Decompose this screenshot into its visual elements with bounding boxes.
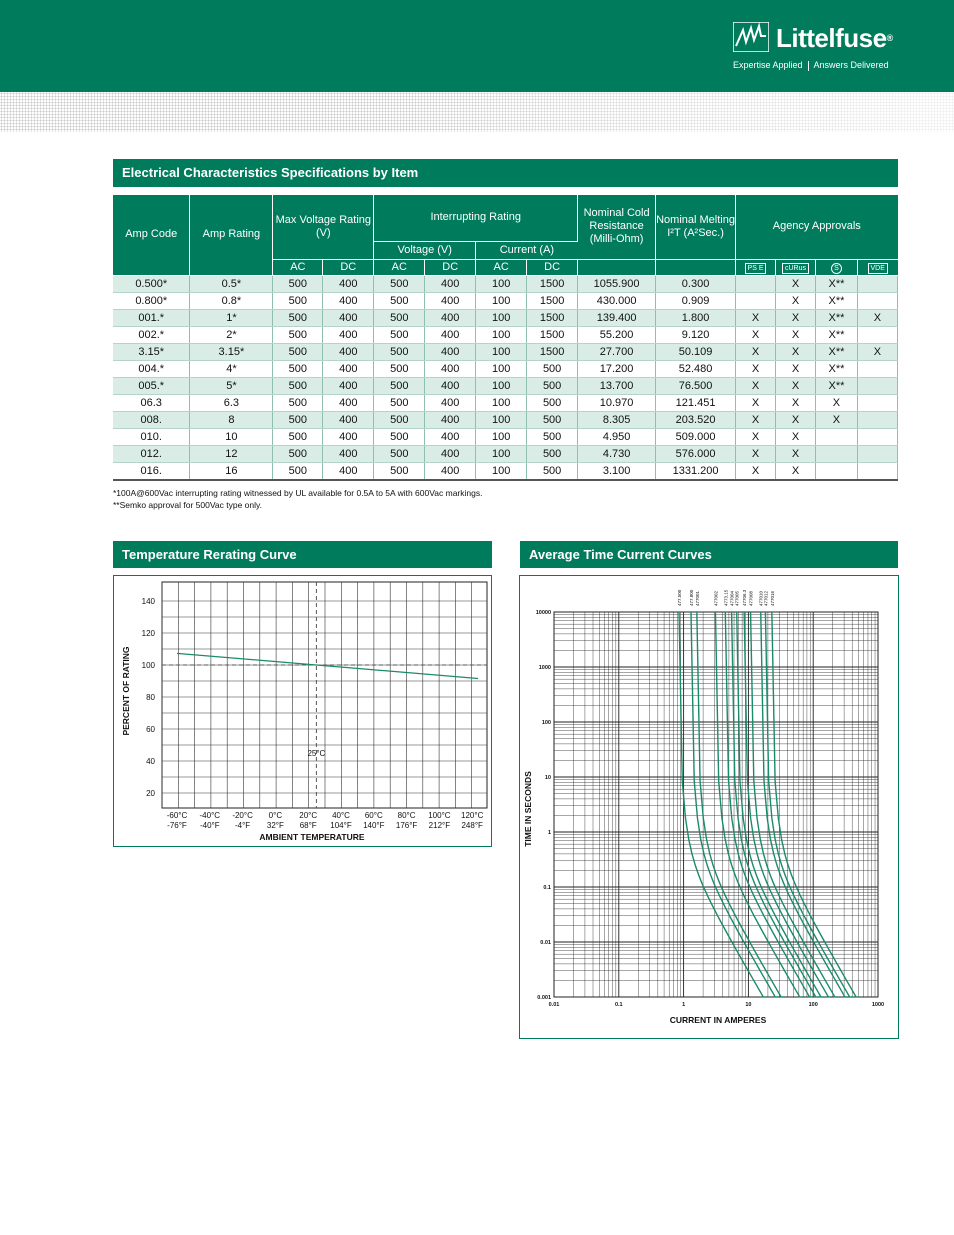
- table-cell: 0.800*: [113, 292, 190, 309]
- table-cell: 500: [527, 377, 578, 394]
- y-tick-label: 140: [141, 597, 155, 606]
- table-cell: 400: [425, 411, 476, 428]
- table-cell: 0.909: [656, 292, 736, 309]
- table-cell: 400: [425, 445, 476, 462]
- col-int-a-dc: DC: [527, 259, 578, 275]
- table-cell: [857, 394, 897, 411]
- col-amp-rating: Amp Rating: [190, 195, 273, 275]
- table-cell: 400: [425, 462, 476, 480]
- reference-label: 25°C: [307, 749, 326, 758]
- table-cell: 3.15*: [113, 343, 190, 360]
- x-tick-label-f: 248°F: [461, 821, 483, 830]
- table-cell: 1*: [190, 309, 273, 326]
- table-cell: 500: [374, 411, 425, 428]
- table-cell: 005.*: [113, 377, 190, 394]
- table-cell: 16: [190, 462, 273, 480]
- series-label: 477012: [763, 590, 769, 606]
- table-cell: X: [736, 428, 776, 445]
- table-row: [113, 445, 898, 462]
- table-cell: 400: [323, 343, 374, 360]
- header-bar: [0, 0, 954, 92]
- series-label: 477005: [734, 590, 740, 606]
- cul-us-mark-icon: cURus: [776, 259, 816, 275]
- time-chart-title: Average Time Current Curves: [520, 541, 898, 568]
- y-tick-label: 0.01: [540, 940, 551, 946]
- x-tick-label-f: 212°F: [428, 821, 451, 830]
- table-cell: X: [776, 292, 816, 309]
- x-tick-label: 0.1: [614, 1002, 623, 1008]
- y-tick-label: 120: [141, 629, 155, 638]
- table-cell: 400: [323, 428, 374, 445]
- table-cell: 500: [527, 445, 578, 462]
- table-cell: X: [736, 309, 776, 326]
- x-tick-label-c: -60°C: [166, 811, 188, 820]
- footnote-interrupting: *100A@600Vac interrupting rating witnessed by UL available for 0.5A to 5A with 600Vac markings.: [113, 488, 483, 498]
- x-tick-label: 100: [808, 1002, 818, 1008]
- y-tick-label: 40: [146, 757, 155, 766]
- table-cell: 13.700: [578, 377, 656, 394]
- x-axis-label: CURRENT IN AMPERES: [669, 1015, 767, 1025]
- table-cell: X**: [815, 360, 857, 377]
- table-cell: 1500: [527, 292, 578, 309]
- table-cell: [857, 428, 897, 445]
- table-cell: 1055.900: [578, 275, 656, 292]
- table-cell: X: [776, 462, 816, 480]
- brand-tagline: Expertise Applied Answers Delivered: [733, 60, 889, 70]
- table-cell: X: [776, 394, 816, 411]
- table-cell: 8: [190, 411, 273, 428]
- table-cell: X: [736, 360, 776, 377]
- table-cell: X: [736, 394, 776, 411]
- decorative-dot-band: [0, 92, 954, 132]
- col-agency: Agency Approvals: [736, 195, 898, 259]
- table-cell: X: [815, 411, 857, 428]
- table-cell: 430.000: [578, 292, 656, 309]
- col-resistance-blank: [578, 259, 656, 275]
- table-cell: 100: [476, 360, 527, 377]
- semko-mark-icon: S: [815, 259, 857, 275]
- table-cell: 50.109: [656, 343, 736, 360]
- table-cell: 1500: [527, 309, 578, 326]
- brand-logo[interactable]: [733, 20, 903, 75]
- table-cell: X**: [815, 309, 857, 326]
- x-axis-label: AMBIENT TEMPERATURE: [259, 832, 365, 842]
- table-cell: 500: [273, 326, 323, 343]
- x-tick-label: 0.01: [548, 1002, 560, 1008]
- table-cell: X: [776, 275, 816, 292]
- col-interrupting: Interrupting Rating: [374, 195, 578, 241]
- table-cell: [736, 275, 776, 292]
- col-int-v-dc: DC: [425, 259, 476, 275]
- table-cell: 4.730: [578, 445, 656, 462]
- table-row: [113, 428, 898, 445]
- table-cell: 500: [273, 428, 323, 445]
- table-cell: 500: [527, 394, 578, 411]
- col-melting-blank: [656, 259, 736, 275]
- table-cell: 5*: [190, 377, 273, 394]
- table-cell: 500: [273, 275, 323, 292]
- table-cell: 121.451: [656, 394, 736, 411]
- table-cell: 500: [273, 292, 323, 309]
- x-tick-label-c: 20°C: [299, 811, 318, 820]
- table-cell: 500: [374, 343, 425, 360]
- y-tick-label: 1: [547, 830, 551, 836]
- table-cell: 1.800: [656, 309, 736, 326]
- table-cell: [736, 292, 776, 309]
- y-axis-label: TIME IN SECONDS: [523, 771, 533, 847]
- table-cell: 002.*: [113, 326, 190, 343]
- x-tick-label-f: -76°F: [167, 821, 187, 830]
- table-cell: 400: [425, 394, 476, 411]
- y-tick-label: 1000: [538, 665, 551, 671]
- x-tick-label: 1000: [871, 1002, 885, 1008]
- x-tick-label-f: 104°F: [330, 821, 352, 830]
- table-cell: 17.200: [578, 360, 656, 377]
- x-tick-label: 1: [682, 1002, 686, 1008]
- table-cell: [857, 292, 897, 309]
- x-tick-label-f: -40°F: [199, 821, 220, 830]
- y-tick-label: 10000: [535, 610, 551, 616]
- table-cell: 1500: [527, 343, 578, 360]
- series-label: 4773.15: [723, 589, 729, 606]
- spec-section-title: Electrical Characteristics Specifications by Item: [113, 159, 898, 187]
- table-cell: 2*: [190, 326, 273, 343]
- table-cell: 500: [374, 462, 425, 480]
- table-cell: 52.480: [656, 360, 736, 377]
- col-max-ac: AC: [273, 259, 323, 275]
- table-cell: 500: [273, 462, 323, 480]
- table-cell: 100: [476, 326, 527, 343]
- series-label: 477001: [694, 590, 700, 606]
- col-int-v-ac: AC: [374, 259, 425, 275]
- footnote-semko: **Semko approval for 500Vac type only.: [113, 500, 262, 510]
- table-cell: 576.000: [656, 445, 736, 462]
- series-label: 477.500: [677, 589, 683, 606]
- x-tick-label-f: 140°F: [363, 821, 385, 830]
- table-cell: 8.305: [578, 411, 656, 428]
- pse-mark-icon: PS E: [736, 259, 776, 275]
- table-cell: 500: [374, 377, 425, 394]
- table-cell: 3.15*: [190, 343, 273, 360]
- table-row: [113, 462, 898, 480]
- table-row: [113, 326, 898, 343]
- series-label: 477004: [729, 590, 735, 606]
- temp-rerating-chart: [114, 576, 491, 846]
- table-cell: 400: [425, 292, 476, 309]
- table-cell: 100: [476, 377, 527, 394]
- table-cell: 1331.200: [656, 462, 736, 480]
- col-voltage-v: Voltage (V): [374, 241, 476, 259]
- table-cell: 016.: [113, 462, 190, 480]
- table-cell: X: [776, 411, 816, 428]
- x-tick-label-c: 40°C: [332, 811, 350, 820]
- table-cell: X: [736, 377, 776, 394]
- table-cell: 500: [273, 309, 323, 326]
- table-cell: 400: [323, 275, 374, 292]
- table-cell: X**: [815, 292, 857, 309]
- table-cell: 100: [476, 292, 527, 309]
- table-cell: X**: [815, 275, 857, 292]
- table-cell: 400: [425, 360, 476, 377]
- spec-table: [113, 195, 898, 481]
- x-tick-label-c: 80°C: [397, 811, 416, 820]
- table-cell: 3.100: [578, 462, 656, 480]
- col-amp-code: Amp Code: [113, 195, 190, 275]
- table-cell: 004.*: [113, 360, 190, 377]
- table-cell: 400: [323, 462, 374, 480]
- table-cell: 27.700: [578, 343, 656, 360]
- table-cell: 500: [374, 428, 425, 445]
- table-cell: 500: [527, 462, 578, 480]
- col-int-a-ac: AC: [476, 259, 527, 275]
- series-label: 477008: [748, 590, 754, 606]
- table-cell: 100: [476, 428, 527, 445]
- series-label: 47706.3: [742, 589, 748, 606]
- table-cell: X: [857, 343, 897, 360]
- x-tick-label-c: 60°C: [364, 811, 383, 820]
- table-cell: 400: [425, 343, 476, 360]
- x-tick-label-f: 32°F: [266, 821, 284, 830]
- table-row: [113, 309, 898, 326]
- table-cell: 100: [476, 275, 527, 292]
- table-row: [113, 394, 898, 411]
- y-tick-label: 100: [141, 661, 155, 670]
- temp-chart-title: Temperature Rerating Curve: [113, 541, 492, 568]
- table-cell: 10: [190, 428, 273, 445]
- brand-name: Littelfuse®: [776, 23, 893, 53]
- table-cell: 0.500*: [113, 275, 190, 292]
- table-cell: 500: [273, 445, 323, 462]
- table-cell: [815, 428, 857, 445]
- table-cell: X: [776, 343, 816, 360]
- table-cell: 139.400: [578, 309, 656, 326]
- table-cell: 100: [476, 309, 527, 326]
- table-cell: 400: [425, 326, 476, 343]
- table-cell: [857, 360, 897, 377]
- table-cell: 06.3: [113, 394, 190, 411]
- table-cell: 76.500: [656, 377, 736, 394]
- table-cell: 500: [273, 360, 323, 377]
- table-cell: 12: [190, 445, 273, 462]
- table-cell: 4.950: [578, 428, 656, 445]
- table-cell: 500: [374, 394, 425, 411]
- time-chart-frame: [519, 575, 899, 1039]
- table-cell: 100: [476, 445, 527, 462]
- table-row: [113, 275, 898, 292]
- table-cell: [857, 445, 897, 462]
- series-label: 477010: [758, 590, 764, 606]
- table-cell: X: [776, 445, 816, 462]
- y-tick-label: 0.1: [543, 885, 551, 891]
- table-cell: 500: [273, 411, 323, 428]
- x-tick-label: 10: [745, 1002, 752, 1008]
- y-tick-label: 10: [544, 775, 551, 781]
- table-cell: 008.: [113, 411, 190, 428]
- table-cell: 400: [425, 428, 476, 445]
- series-label: 477.800: [688, 589, 694, 606]
- table-cell: 001.*: [113, 309, 190, 326]
- table-cell: 500: [273, 394, 323, 411]
- table-cell: 400: [323, 411, 374, 428]
- table-cell: 400: [323, 360, 374, 377]
- table-cell: 400: [425, 309, 476, 326]
- col-max-voltage: Max Voltage Rating (V): [273, 195, 374, 259]
- table-cell: 400: [425, 377, 476, 394]
- table-row: [113, 292, 898, 309]
- y-tick-label: 20: [146, 789, 155, 798]
- table-cell: 010.: [113, 428, 190, 445]
- table-cell: [815, 462, 857, 480]
- table-cell: 0.300: [656, 275, 736, 292]
- table-cell: 500: [374, 326, 425, 343]
- table-cell: 0.5*: [190, 275, 273, 292]
- x-tick-label-c: -20°C: [232, 811, 253, 820]
- table-cell: 500: [374, 275, 425, 292]
- table-cell: [857, 411, 897, 428]
- col-max-dc: DC: [323, 259, 374, 275]
- series-label: 477002: [713, 590, 719, 606]
- vde-mark-icon: VDE: [857, 259, 897, 275]
- table-cell: 55.200: [578, 326, 656, 343]
- table-cell: X: [857, 309, 897, 326]
- table-cell: [857, 275, 897, 292]
- table-cell: 400: [323, 309, 374, 326]
- table-cell: X: [736, 445, 776, 462]
- table-cell: 400: [323, 292, 374, 309]
- table-cell: X: [776, 428, 816, 445]
- y-tick-label: 0.001: [537, 995, 551, 1001]
- table-cell: X: [736, 343, 776, 360]
- table-cell: 100: [476, 343, 527, 360]
- table-cell: 9.120: [656, 326, 736, 343]
- table-cell: 509.000: [656, 428, 736, 445]
- table-cell: 500: [374, 445, 425, 462]
- series-label: 477016: [769, 590, 775, 606]
- table-cell: 400: [323, 326, 374, 343]
- table-cell: X: [736, 326, 776, 343]
- table-cell: X**: [815, 343, 857, 360]
- table-row: [113, 377, 898, 394]
- x-tick-label-c: -40°C: [199, 811, 221, 820]
- table-cell: 1500: [527, 326, 578, 343]
- table-cell: X: [776, 377, 816, 394]
- col-melting: Nominal Melting I²T (A²Sec.): [656, 195, 736, 259]
- y-axis-label: PERCENT OF RATING: [121, 646, 131, 736]
- x-tick-label-c: 120°C: [461, 811, 484, 820]
- table-cell: [857, 462, 897, 480]
- table-cell: 500: [527, 360, 578, 377]
- table-cell: 012.: [113, 445, 190, 462]
- littelfuse-logo-icon: [733, 22, 769, 52]
- table-cell: 100: [476, 411, 527, 428]
- table-cell: X: [736, 462, 776, 480]
- table-cell: 0.8*: [190, 292, 273, 309]
- table-cell: [857, 326, 897, 343]
- y-tick-label: 80: [146, 693, 155, 702]
- table-cell: [815, 445, 857, 462]
- table-cell: 100: [476, 462, 527, 480]
- x-tick-label-c: 100°C: [428, 811, 451, 820]
- table-cell: X: [815, 394, 857, 411]
- table-cell: X: [736, 411, 776, 428]
- table-cell: 1500: [527, 275, 578, 292]
- table-cell: 500: [527, 411, 578, 428]
- x-tick-label-c: 0°C: [268, 811, 283, 820]
- table-cell: 100: [476, 394, 527, 411]
- table-cell: 400: [323, 394, 374, 411]
- table-cell: X**: [815, 377, 857, 394]
- time-current-chart: [520, 576, 898, 1038]
- x-tick-label-f: -4°F: [234, 821, 251, 830]
- table-cell: 4*: [190, 360, 273, 377]
- table-row: [113, 360, 898, 377]
- table-cell: 500: [273, 377, 323, 394]
- table-row: [113, 343, 898, 360]
- table-cell: 203.520: [656, 411, 736, 428]
- table-cell: X**: [815, 326, 857, 343]
- x-tick-label-f: 176°F: [395, 821, 418, 830]
- temp-chart-frame: [113, 575, 492, 847]
- y-tick-label: 60: [146, 725, 155, 734]
- col-current-a: Current (A): [476, 241, 578, 259]
- table-cell: 400: [425, 275, 476, 292]
- table-cell: [857, 377, 897, 394]
- spec-table-body: [113, 275, 898, 480]
- table-cell: 500: [374, 292, 425, 309]
- table-cell: 10.970: [578, 394, 656, 411]
- col-cold-resistance: Nominal Cold Resistance (Milli-Ohm): [578, 195, 656, 259]
- x-tick-label-f: 68°F: [299, 821, 317, 830]
- table-cell: 500: [527, 428, 578, 445]
- table-row: [113, 411, 898, 428]
- table-cell: X: [776, 360, 816, 377]
- table-cell: 500: [374, 309, 425, 326]
- table-cell: 500: [374, 360, 425, 377]
- table-cell: 6.3: [190, 394, 273, 411]
- y-tick-label: 100: [541, 720, 551, 726]
- table-cell: 400: [323, 377, 374, 394]
- table-cell: 500: [273, 343, 323, 360]
- table-cell: X: [776, 309, 816, 326]
- table-cell: 400: [323, 445, 374, 462]
- table-cell: X: [776, 326, 816, 343]
